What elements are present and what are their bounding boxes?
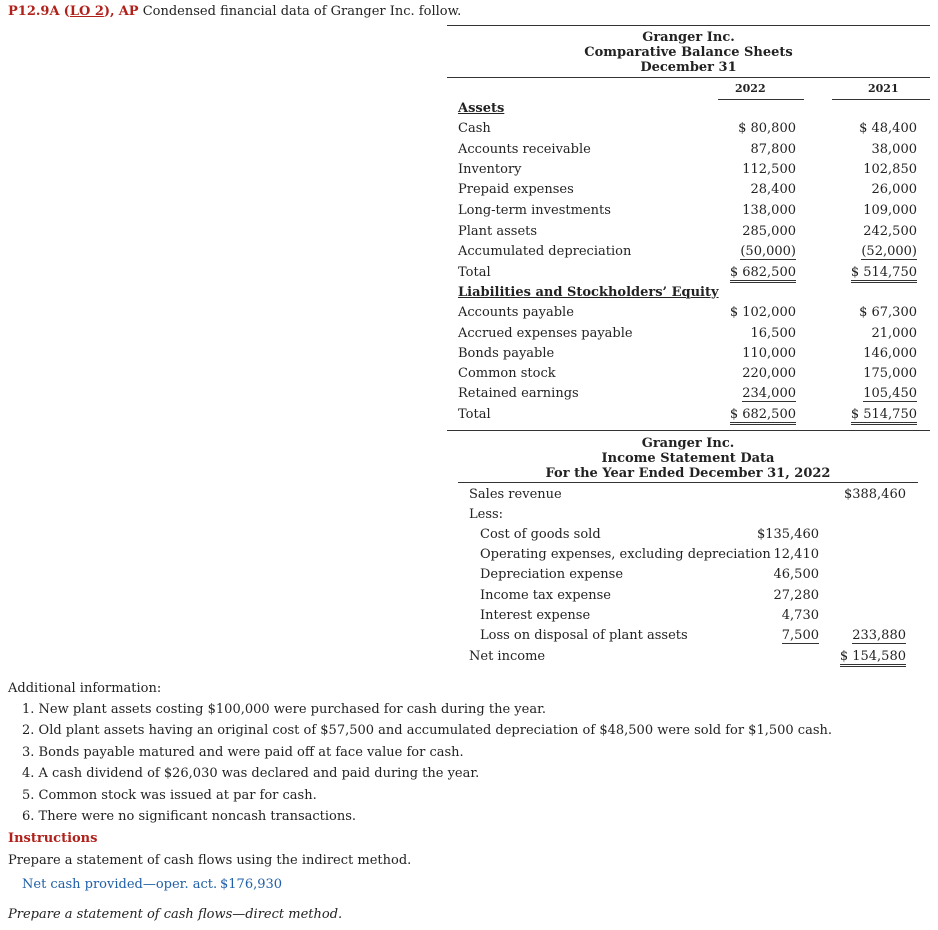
ap-badge: AP [118, 4, 139, 19]
check-label: Net cash provided—oper. act. [22, 877, 218, 892]
net-income-label: Net income [469, 649, 546, 664]
table-cell-2022: 16,500 [750, 326, 796, 341]
list-item-label: Operating expenses, excluding depreciation [480, 547, 771, 562]
table-cell-2022: 87,800 [750, 142, 796, 157]
table-row-label: Long-term investments [458, 203, 611, 218]
table-cell-2021: 105,450 [863, 386, 917, 401]
table-row-label: Retained earnings [458, 386, 579, 401]
table-row-label: Inventory [458, 162, 522, 177]
table-cell-2021: 242,500 [863, 224, 917, 239]
list-item: 4. A cash dividend of $26,030 was declared and paid during the year. [22, 766, 480, 781]
table-cell-2022: 112,500 [742, 162, 796, 177]
list-item-label: Interest expense [480, 608, 591, 623]
sales-label: Sales revenue [469, 487, 562, 502]
list-item: 5. Common stock was issued at par for cash. [22, 788, 317, 803]
list-item-value: 4,730 [781, 608, 819, 623]
assets-heading: Assets [458, 101, 505, 116]
list-item: 3. Bonds payable matured and were paid off at face value for cash. [22, 745, 464, 760]
table-cell-2021: $ 48,400 [859, 121, 917, 136]
table-row-label: Accumulated depreciation [458, 244, 632, 259]
list-item-label: Cost of goods sold [480, 527, 601, 542]
lo-open: ( [63, 4, 70, 19]
bs-company: Granger Inc. [642, 30, 735, 45]
instructions-heading: Instructions [8, 831, 98, 846]
bs-col-rule-2021 [832, 99, 930, 100]
table-cell-2021: 21,000 [871, 326, 917, 341]
list-item: 6. There were no significant noncash transactions. [22, 809, 357, 824]
bs-date: December 31 [640, 60, 737, 75]
table-cell-2021: $ 514,750 [851, 265, 917, 283]
table-cell-2022: 110,000 [742, 346, 796, 361]
table-cell-2021: $ 514,750 [851, 407, 917, 425]
bs-header [447, 30, 930, 75]
less-label: Less: [469, 507, 504, 522]
table-row-label: Accounts payable [458, 305, 574, 320]
instructions-task1: Prepare a statement of cash flows using the indirect method. [8, 853, 412, 868]
table-cell-2022: $ 80,800 [738, 121, 796, 136]
net-income-value: $ 154,580 [840, 649, 906, 667]
list-item-value: 12,410 [773, 547, 819, 562]
bs-header-rule [447, 77, 930, 78]
table-cell-2022: 234,000 [742, 386, 796, 401]
table-row-label: Prepaid expenses [458, 182, 574, 197]
table-cell-2021: 146,000 [863, 346, 917, 361]
total-expenses: 233,880 [852, 628, 906, 643]
bs-bottom-rule [447, 430, 930, 431]
table-cell-2022: $ 682,500 [730, 407, 796, 425]
bs-col-rule-2022 [718, 99, 804, 100]
is-period: For the Year Ended December 31, 2022 [545, 466, 831, 481]
table-row-label: Total [458, 265, 491, 280]
additional-heading: Additional information: [8, 681, 162, 696]
table-cell-2021: (52,000) [861, 244, 917, 259]
sales-value: $388,460 [843, 487, 906, 502]
table-cell-2022: $ 682,500 [730, 265, 796, 283]
check-value: $176,930 [220, 877, 283, 892]
table-cell-2022: (50,000) [740, 244, 796, 259]
problem-header [8, 4, 461, 19]
liabilities-heading: Liabilities and Stockholders’ Equity [458, 285, 719, 300]
table-cell-2022: 138,000 [742, 203, 796, 218]
list-item-value: 46,500 [773, 567, 819, 582]
is-header [458, 436, 918, 481]
list-item-label: Loss on disposal of plant assets [480, 628, 688, 643]
list-item: 1. New plant assets costing $100,000 were purchased for cash during the year. [22, 702, 546, 717]
table-cell-2021: 26,000 [871, 182, 917, 197]
table-cell-2021: 175,000 [863, 366, 917, 381]
list-item-label: Income tax expense [480, 588, 611, 603]
is-title: Income Statement Data [601, 451, 775, 466]
table-cell-2021: $ 67,300 [859, 305, 917, 320]
problem-intro: Condensed financial data of Granger Inc. follow. [142, 4, 462, 19]
table-cell-2022: 28,400 [750, 182, 796, 197]
bs-col-2022: 2022 [735, 82, 766, 95]
table-row-label: Common stock [458, 366, 556, 381]
instructions-task2: Prepare a statement of cash flows—direct method. [8, 907, 343, 922]
list-item: 2. Old plant assets having an original cost of $57,500 and accumulated depreciation of $48,500 were sold for $1,500 cash. [22, 723, 833, 738]
list-item-value: 7,500 [781, 628, 819, 643]
table-cell-2021: 109,000 [863, 203, 917, 218]
is-company: Granger Inc. [641, 436, 735, 451]
table-row-label: Bonds payable [458, 346, 555, 361]
bs-title: Comparative Balance Sheets [584, 45, 793, 60]
table-cell-2021: 102,850 [863, 162, 917, 177]
bs-top-rule [447, 25, 930, 26]
table-row-label: Cash [458, 121, 491, 136]
table-row-label: Accounts receivable [458, 142, 591, 157]
lo-link[interactable]: LO 2 [69, 4, 104, 19]
list-item-value: $135,460 [756, 527, 819, 542]
is-header-rule [458, 482, 918, 483]
table-row-label: Plant assets [458, 224, 538, 239]
problem-id: P12.9A [8, 4, 60, 19]
table-cell-2021: 38,000 [871, 142, 917, 157]
table-cell-2022: 285,000 [742, 224, 796, 239]
table-cell-2022: $ 102,000 [729, 305, 796, 320]
table-row-label: Total [458, 407, 491, 422]
list-item-value: 27,280 [773, 588, 819, 603]
list-item-label: Depreciation expense [480, 567, 624, 582]
lo-close: ), [103, 4, 115, 19]
table-cell-2022: 220,000 [742, 366, 796, 381]
bs-col-2021: 2021 [868, 82, 899, 95]
table-row-label: Accrued expenses payable [458, 326, 633, 341]
